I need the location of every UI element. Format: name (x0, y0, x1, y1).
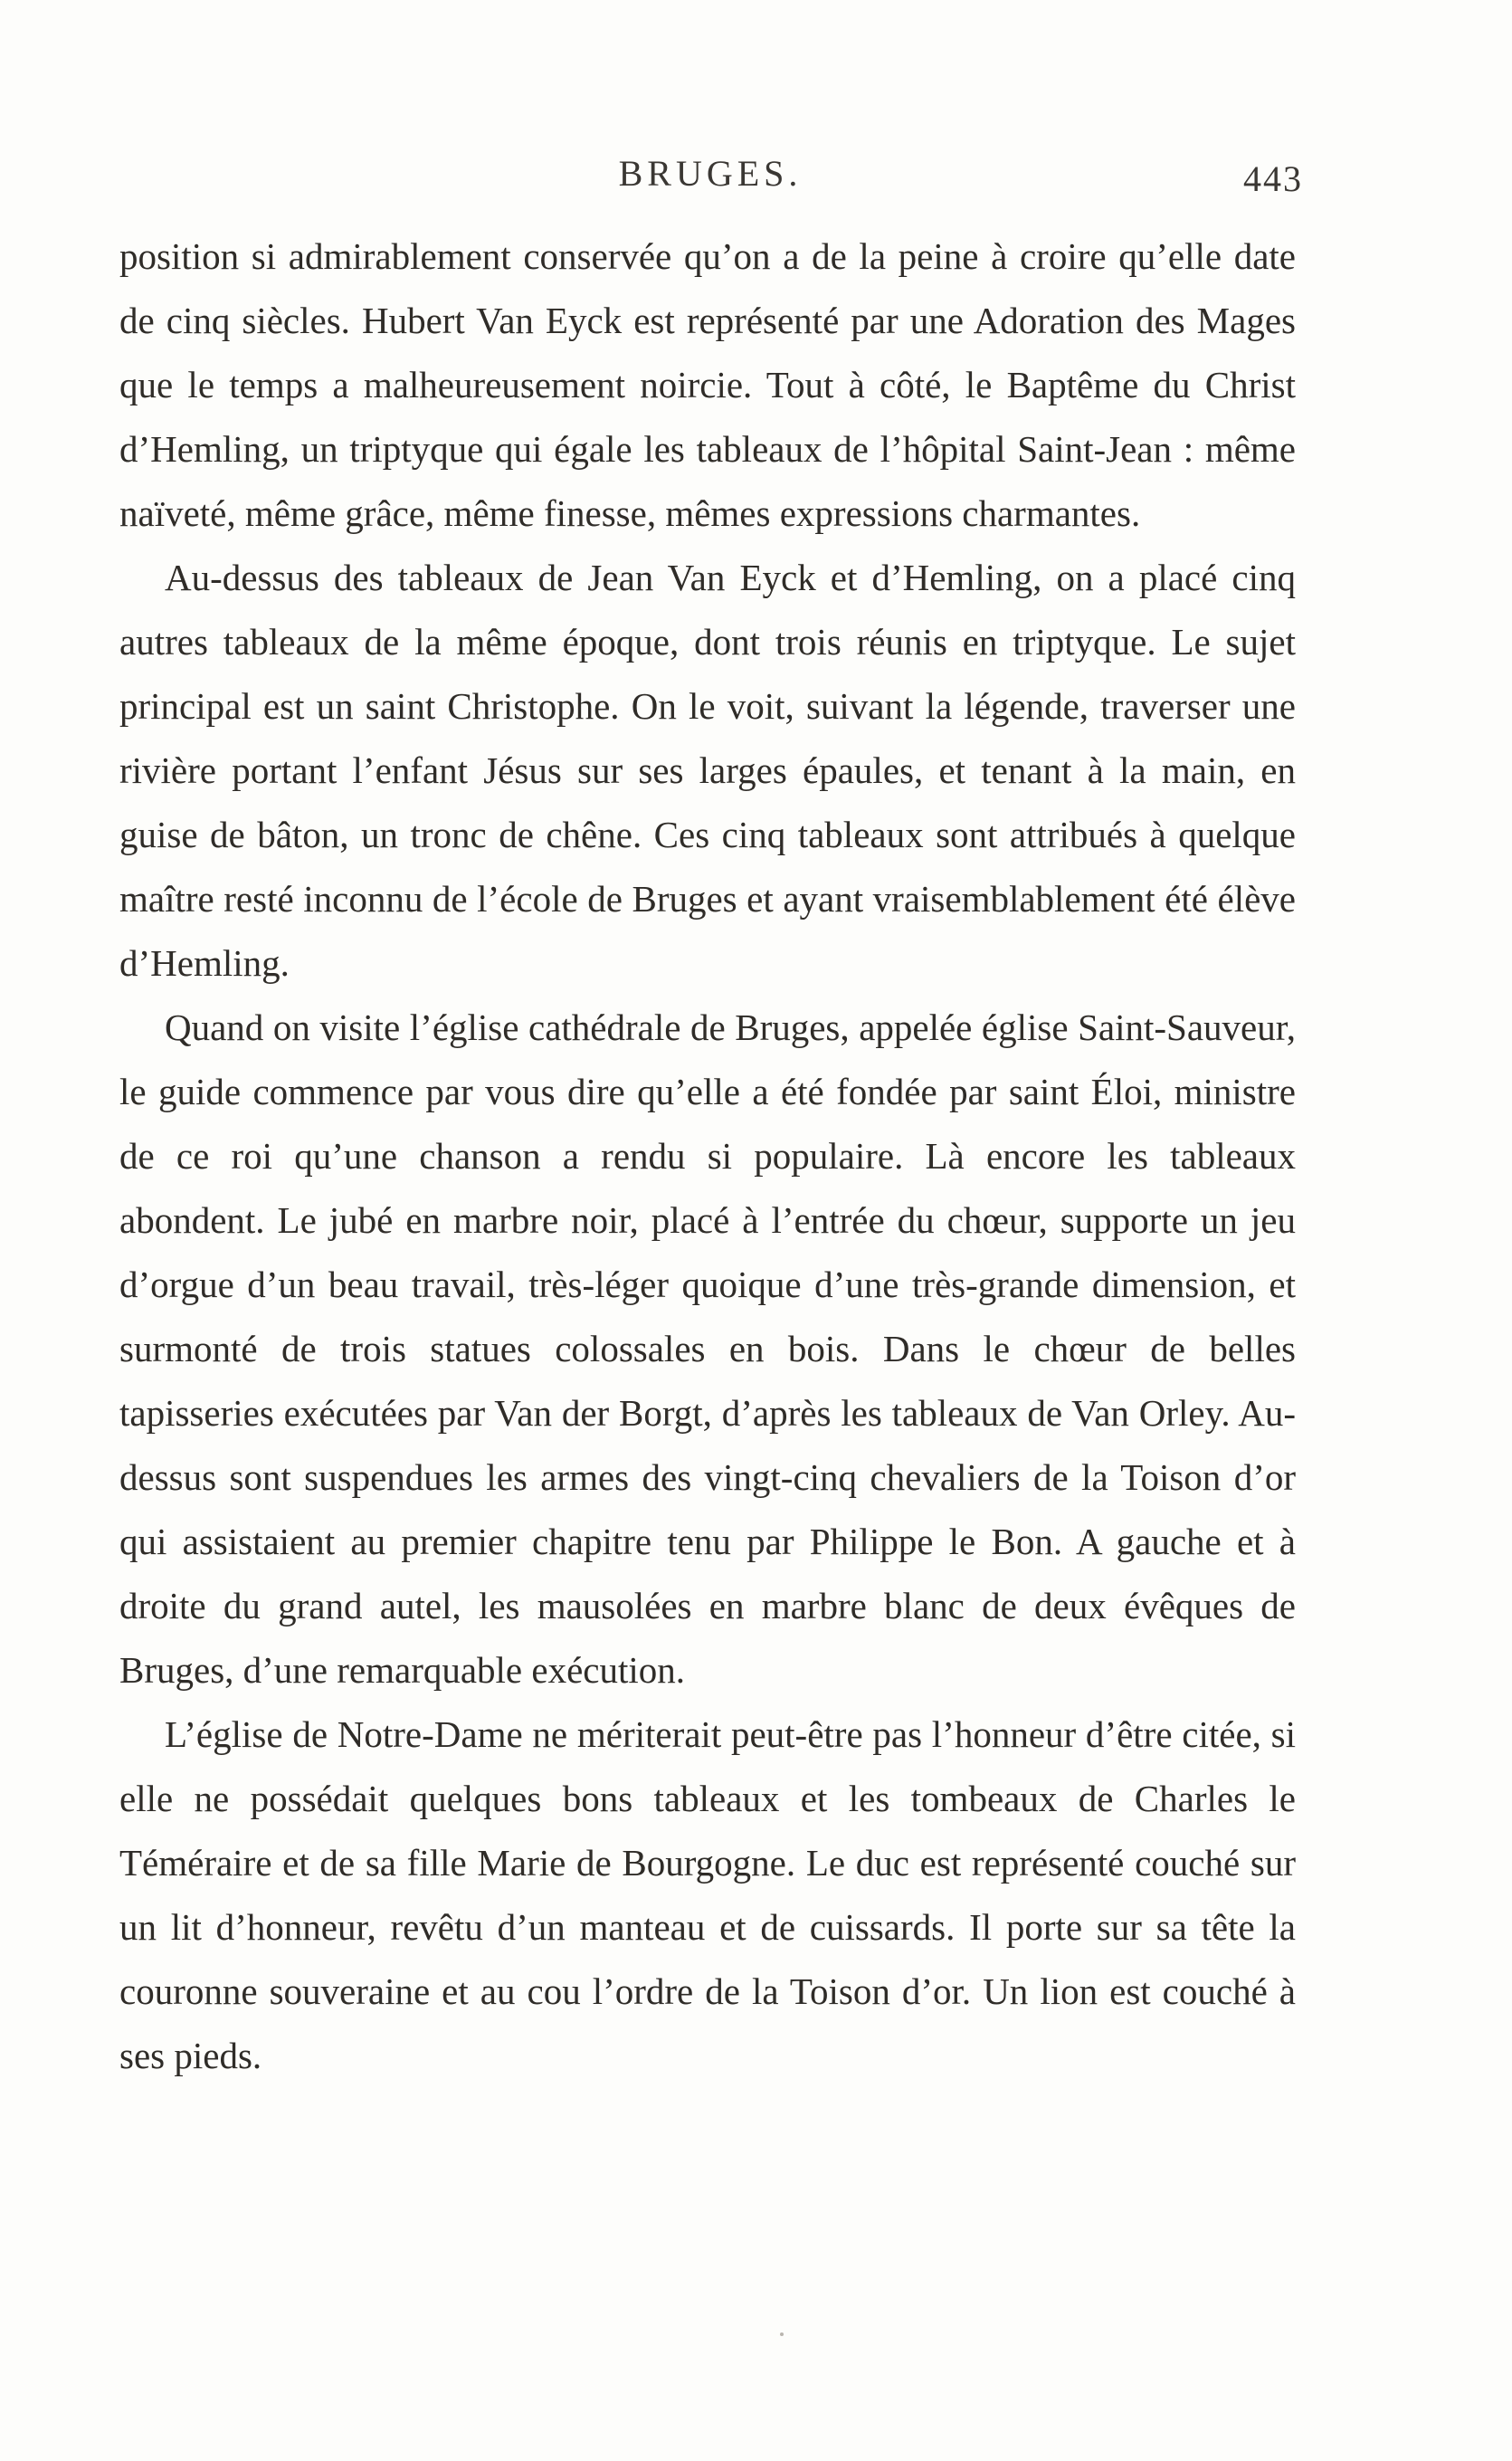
print-speck (780, 2332, 784, 2336)
page-number: 443 (1243, 158, 1303, 199)
paragraph-continued: position si admirablement conservée qu’on a de la peine à croire qu’elle date de cinq siècles. Hubert Van Eyck est représenté par une Adoration des Mages que le temps a malheureusement noircie. Tout à côté, le Baptême du Christ d’Hemling, un triptyque qui égale les tableaux de l’hôpital Saint-Jean : même naïveté, même grâce, même finesse, mêmes expressions charmantes. (119, 235, 1296, 534)
running-title: BRUGES. (618, 153, 803, 194)
paragraph: L’église de Notre-Dame ne mériterait peut-être pas l’honneur d’être citée, si elle ne possédait quelques bons tableaux et les tombeaux de Charles le Téméraire et de sa fille Marie de Bourgogne. Le duc est représenté couché sur un lit d’honneur, revêtu d’un manteau et de cuissards. Il porte sur sa tête la couronne souveraine et au cou l’ordre de la Toison d’or. Un lion est couché à ses pieds. (119, 1713, 1296, 2076)
body-text (119, 224, 1296, 2088)
paragraph: Quand on visite l’église cathédrale de Bruges, appelée église Saint-Sauveur, le guide commence par vous dire qu’elle a été fondée par saint Éloi, ministre de ce roi qu’une chanson a rendu si populaire. Là encore les tableaux abondent. Le jubé en marbre noir, placé à l’entrée du chœur, supporte un jeu d’orgue d’un beau travail, très-léger quoique d’une très-grande dimension, et surmonté de trois statues colossales en bois. Dans le chœur de belles tapisseries exécutées par Van der Borgt, d’après les tableaux de Van Orley. Au-dessus sont suspendues les armes des vingt-cinq chevaliers de la Toison d’or qui assistaient au premier chapitre tenu par Philippe le Bon. A gauche et à droite du grand autel, les mausolées en marbre blanc de deux évêques de Bruges, d’une remarquable exécution. (119, 1006, 1296, 1691)
running-head (118, 152, 1303, 206)
paragraph: Au-dessus des tableaux de Jean Van Eyck et d’Hemling, on a placé cinq autres tableaux de la même époque, dont trois réunis en triptyque. Le sujet principal est un saint Christophe. On le voit, suivant la légende, traverser une rivière portant l’enfant Jésus sur ses larges épaules, et tenant à la main, en guise de bâton, un tronc de chêne. Ces cinq tableaux sont attribués à quelque maître resté inconnu de l’école de Bruges et ayant vraisemblablement été élève d’Hemling. (119, 557, 1296, 984)
